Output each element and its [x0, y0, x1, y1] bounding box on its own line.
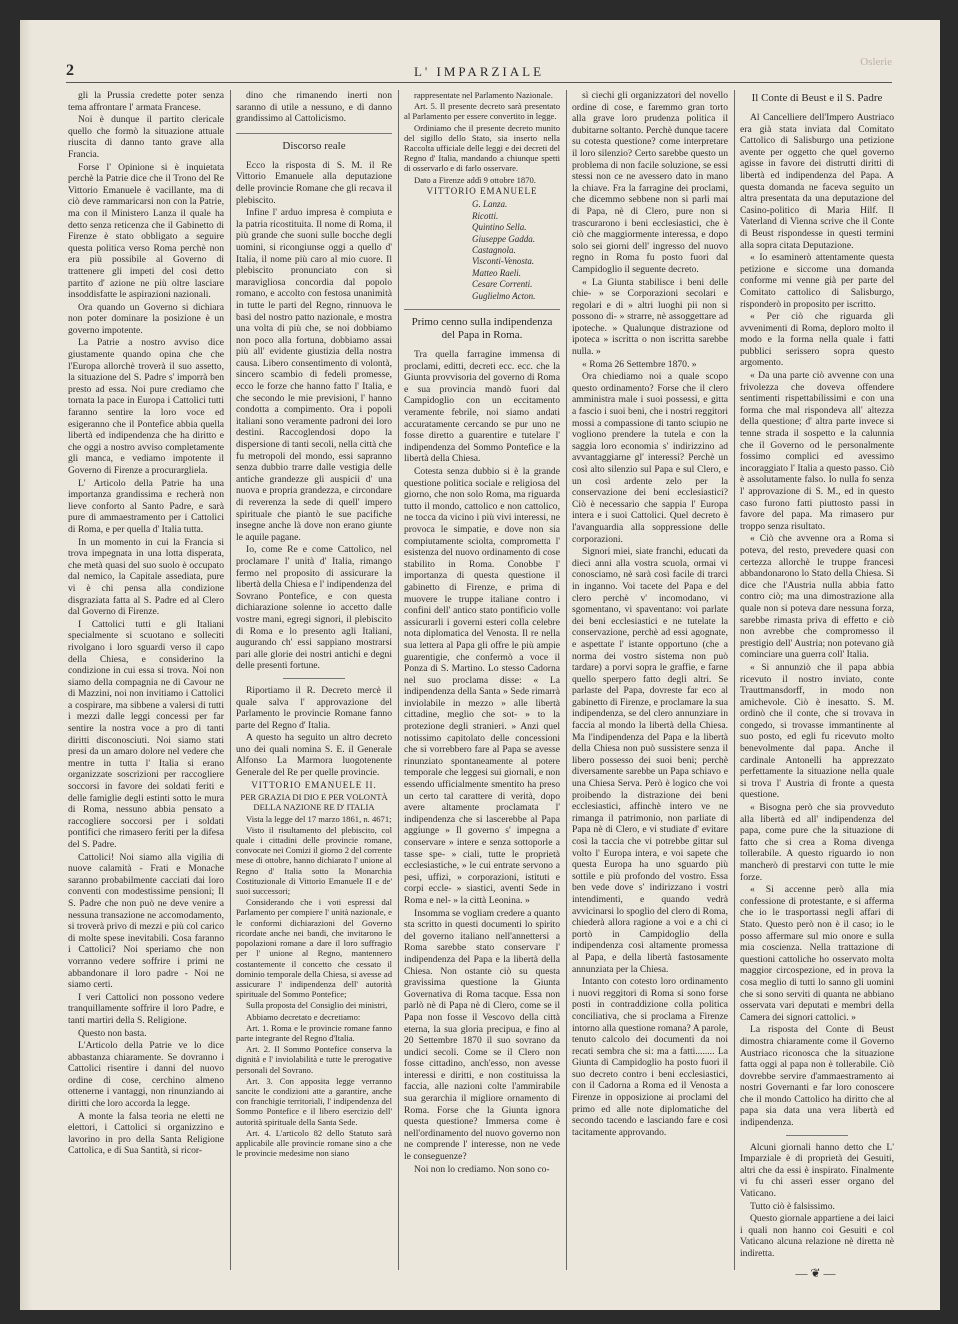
column-3	[404, 90, 560, 1280]
paragraph: rappresentate nel Parlamento Nazionale.	[414, 90, 553, 100]
notice-body	[740, 1142, 894, 1260]
paragraph: Cotesta senza dubbio si è la grande questione politica sociale e religiosa del giorno, che non solo Roma, ma riguarda tutto il mondo, cattolico e non cattolico, ne tocca da vicino i più vivi interessi, ne provoca le simpatie, e dove non sia compiutamente sciolta, comprometta l' esistenza del nuovo ordinamento di cose stabilito in Roma. Conobbe l' importanza di questa questione il gabinetto di Firenze, e prima di muovere le truppe italiane contro i confini dell' antico stato pontificio volle assicurarli i governi esteri colla celebre nota diplomatica del Venosta. Il re nella sua lettera al Papa gli offre le più ampie guarentigie, che confermò a voce il Ponza di S. Martino. Lo stesso Cadorna nel suo proclama disse: « La indipendenza della Santa » Sede rimarrà inviolabile in mezzo » alle libertà cittadine, meglio che sot- » to la protezione degli stranieri. » Anzi quel notissimo capitolato delle concessioni che si vorrebbero fare al Papa se avesse rinunziato spontaneamente al potere temporale che leggesi sui giornali, e non essendo ufficialmente smentito ha preso un certo tal carattere di verità, dopo avere altamente proclamata l' indipendenza che si lascerebbe al Papa aggiunge » Il governo s' impegna a conservare » intere e senza sottoporle a tasse spe- » ciali, tutte le proprietà ecclesiastiche, » le cui entrate servono a pesi, uffizi, » corporazioni, istituti e corpi eccle- » siastici, aventi Sede in Roma e nel- » la città Leonina. »	[404, 466, 560, 906]
paragraph: Ordiniamo che il presente decreto munito del sigillo dello Stato, sia inserto nella Raccolta ufficiale delle leggi e dei decreti del Regno d' Italia, mandando a chiunque spetti di osservarlo e di farlo osservare.	[404, 122, 560, 174]
paragraph: La risposta del Conte di Beust dimostra chiaramente come il Governo Austriaco riconosca che la situazione fatta oggi al papa non è tollerabile. Ciò dovrebbe servire d'ammaestramento ai nostri Governanti e far loro conoscere che il mondo Cattolico ha diritto che al papa sia data una vera libertà ed indipendenza.	[740, 1024, 894, 1129]
decree-closing	[404, 90, 560, 185]
discorso-body	[236, 160, 392, 672]
page-header	[66, 56, 892, 83]
paragraph: Castagnola.	[472, 245, 516, 256]
article-continuation: dino che rimanendo inerti non saranno di utile a nessuno, e di danno grandissimo al Cattolicismo.	[236, 90, 392, 125]
section-title-discorso-reale: Discorso reale	[236, 133, 392, 153]
paragraph: Art. 5. Il presente decreto sarà presentato al Parlamento per essere convertito in legge.	[404, 101, 560, 122]
paragraph: « Bisogna però che sia provveduto alla libertà ed all' indipendenza del papa, come pure che la situazione di fatto che si crea a Roma divenga tollerabile. A questo riguardo io non mancherò di prestarvi con tutte le mie forze.	[740, 802, 894, 883]
column-1	[68, 90, 224, 1280]
paragraph: Infine l' arduo impresa è compiuta e la patria ricostituita. Il nome di Roma, il più grande che suoni sulle bocche degli uomini, si ricongiunse oggi a quello d' Italia, il nome più caro al mio cuore. Il plebiscito pronunciato con sì maravigliosa concordia dal popolo romano, e accolto con festosa unanimità in tutte le parti del Regno, rinnuova le basi del nostro patto nazionale, e mostra una volta di più che, se noi dobbiamo non poco alla fortuna, dobbiamo assai più all' evidente giustizia della nostra causa. Libero consentimento di volontà, sincero scambio di fedeli promesse, ecco le forze che hanno fatto l' Italia, e che secondo le mie previsioni, l' hanno condotta a compimento. Ora i popoli italiani sono veramente padroni dei loro destini. Raccoglendosi dopo la dispersione di tanti secoli, nella città che fu metropoli del mondo, essi sapranno senza dubbio trarre dalle vestigia delle antiche grandezze gli auspicii d' una nuova e propria grandezza, e circondare di reverenza la sede di quell' impero spirituale che piantò le sue pacifiche insegne anche là dove non erano giunte le aquile pagane.	[236, 207, 392, 543]
paragraph: I Cattolici tutti e gli Italiani specialmente si scuotano e solleciti rivolgano i loro sguardi verso il capo della Chiesa, e considerino la condizione in cui essa si trova. Noi non siamo della compagnia ne di Cavour ne di Mazzini, noi non invitiamo i Cattolici a cospirare, ma sibbene a valersi di tutti i mezzi dalle leggi concessi per far sentire la nostra voce a pro di tanti diritti disconosciuti. Noi siamo stati presi da un amaro dolore nel vedere che mentre in tutta l' Italia si erano organizzate soscrizioni per raccogliere soccorsi in favore dei soldati feriti e delle famiglie degli estinti sotto le mura di Roma, nessuno abbia pensato a raccogliere soccorsi per i soldati pontifici che rimasero feriti per la difesa del S. Padre.	[68, 618, 224, 850]
paragraph: Ricotti.	[472, 210, 499, 221]
column-divider	[230, 90, 231, 1270]
section-title-primo-cenno: Primo cenno sulla indipendenza del Papa in Roma.	[404, 309, 560, 342]
paragraph: « Per ciò che riguarda gli avvenimenti di Roma, deploro molto il modo e la forma nella quale i fatti pubblici serissero sopra questo argomento.	[740, 311, 894, 369]
paragraph: Io, come Re e come Cattolico, nel proclamare l' unità d' Italia, rimango fermo nel proposito di assicurare la libertà della Chiesa e l' indipendenza del Sovrano Pontefice, e con questa dichiarazione solenne io accetto dalle vostre mani, egregi signori, il plebiscito di Roma e lo presento agli Italiani, augurando ch' essi sappiano mostrarsi pari alle glorie dei nostri antichi e degni delle presenti fortune.	[236, 544, 392, 672]
primo-cenno-continuation	[572, 90, 728, 1138]
paragraph: Giuseppe Gadda.	[472, 233, 535, 244]
paragraph: Ecco la risposta di S. M. il Re Vittorio Emanuele alla deputazione delle provincie Romane che gli recava il plebiscito.	[236, 159, 392, 206]
decree-heading: VITTORIO EMANUELE II.	[251, 779, 377, 790]
paragraph: Tutto ciò è falsissimo.	[750, 1200, 835, 1212]
decree-subheading: PER GRAZIA DI DIO E PER VOLONTÀ DELLA NAZIONE RE D' ITALIA	[240, 792, 388, 813]
paragraph: « Io esaminerò attentamente questa petizione e siccome una domanda conforme mi venne già per parte del Comitato cattolico di Salisburgo, risponderò in proposito per iscritto.	[740, 252, 894, 310]
paragraph: Ora quando un Governo si dichiara non poter dominare la posizione è un governo impotente.	[68, 301, 224, 336]
paragraph: Riportiamo il R. Decreto mercè il quale salva l' approvazione del Parlamento le provincie Romane fanno parte del Regno d' Italia.	[236, 684, 392, 731]
column-2	[236, 90, 392, 1280]
paragraph: Questo non basta.	[78, 1027, 147, 1039]
paragraph: A monte la falsa teoria ne eletti ne elettori, i Cattolici si organizzino e lavorino in pro della Santa Religione Cattolica, e di Sua Santità, si ricor-	[68, 1110, 224, 1157]
paragraph: Alcuni giornali hanno detto che L' Imparziale è di proprietà dei Gesuiti, altri che da essi è inspirato. Finalmente vi fu chi asserì esser organo del Vaticano.	[740, 1141, 894, 1200]
paragraph: Ora chiediamo noi a quale scopo questo ordinamento? Forse che il clero amministra male i suoi possessi, e gitta a fascio i suoi beni, che i nostri reggitori mossi a compassione di tanto sciupio ne vogliono prendere la tutela e con la saggia loro economia s' indirizzino ad avvantaggiarne gl' interessi? Perchè un così alto silenzio sul Papa e sul Clero, e un così ardente zelo per la conservazione dei beni ecclesiastici? Ciò è necessario che sappia l' Europa intera e i suoi Cattolici. Quel decreto è l'avanguardia alla soppressione delle corporazioni.	[572, 371, 728, 545]
column-1-body	[68, 90, 224, 1157]
paragraph: Noi è dunque il partito clericale quello che formò la situazione attuale riuscita di danno tanto grave alla Francia.	[68, 114, 224, 160]
paragraph: Signori miei, siate franchi, educati da dieci anni alla vostra scuola, ormai vi conosciamo, nè sarà così facile di trarci in inganno. Voi tacete del Papa e del clero perchè v' incomodano, vi sgomentano, vi spaventano: voi parlate dei beni ecclesiastici e ne tutelate la conservazione, perchè ad essi agognate, e aspettate l' istante opportuno (che a norma dei vostro sistema non può tardare) a porvi sopra le graffie, e farne quello sperpero fatto degli altri. Se parlaste del Papa, dovreste far eco al gabinetto di Firenze, e proclamare la sua indipendenza, se del clero annunziare in faccia al mondo la libertà della Chiesa. Ma l'indipendenza del Papa e la libertà della Chiesa non può sussistere senza il libero possesso dei suoi beni; perchè diversamente sarebbe un Papa schiavo e una Chiesa Serva. Però è logico che voi proibendo la distrazione dei beni ecclesiastici, affinchè intero ve ne rimanga il patrimonio, non parliate di Papa nè di Clero, e vi studiate d' evitare così la taccia che vi potrebbe gittar sul volto l' Europa intera, e voi sapete che questa Europa ha uno sguardo più sottile e più profondo del vostro. Essa ben vede dove s' indirizzano i vostri intendimenti, e quando vedrà avvicinarsi lo spoglio del clero di Roma, chiederà allora ragione a voi e a chi ci portò in Campidoglio della indipendenza così altamente promessa al Papa, e della libertà fastosamente annunziata per la Chiesa.	[572, 546, 728, 975]
paragraph: Quintino Sella.	[472, 222, 527, 233]
paragraph: « Si accenne però alla mia confessione di protestante, e si afferma che io le trasportassi negli affari di Stato. Questo però non è il caso; io le posso affermare sul mio onore e sulla mia coscienza. Nella trattazione di questioni cattoliche ho osservato molta maggior circospezione, ed in prova la cosa meglio di tutti lo sanno gli uomini che si sono serviti di quanta ne abbiano osservata vari deputati e membri della Camera dei signori cattolici. »	[740, 884, 894, 1023]
paragraph: Cattolici! Noi siamo alla vigilia di nuove calamità - Frati e Monache saranno probabilmente cacciati dai loro conventi con modestissime pensioni; Il S. Padre che non può ne deve venire a nessuna transazione ne accomodamento, si troverà privo di mezzi e più col carico di molte spese inevitabili. Cosa faranno i Cattolici? Noi speriamo che non vorranno vedere soffrire i primi ne abbandonare il loro padre - Noi ne siamo certi.	[68, 851, 224, 991]
column-5	[740, 90, 894, 1280]
column-divider	[566, 90, 567, 1270]
paragraph: gli la Prussia credette poter senza tema affrontare l' armata Francese.	[68, 90, 224, 113]
paragraph: Noi non lo crediamo. Non sono co-	[414, 1163, 550, 1175]
paragraph: L' Articolo della Patrie ha una importanza grandissima e recherà non lieve conforto al Santo Padre, e sarà pure di ammaestramento per i Cattolici di Roma, e per quella d' Italia tutta.	[68, 477, 224, 535]
paragraph: « Si annunziò che il papa abbia ricevuto il nostro inviato, conte Trauttmansdorff, in modo non amichevole. Ciò è inesatto. S. M. ordinò che il conte, che si trovava in congedo, si trovasse immantinente al suo posto, ed egli fu ricevuto molto benevolmente dal papa. Anche il cardinale Antonelli ha apprezzato perfettamente la situazione nella quale si trova l' Austria di fronte a questa questione.	[740, 661, 894, 801]
paragraph: Guglielmo Acton.	[472, 290, 536, 301]
newspaper-page	[20, 20, 940, 1310]
paragraph: A questo ha seguito un altro decreto uno dei quali nomina S. E. il Generale Alfonso La Marmora luogotenente Generale del Re per quelle provincie.	[236, 732, 392, 779]
paragraph: I veri Cattolici non possono vedere tranquillamente soffrire il loro Padre, e tanti martiri della S. Religione.	[68, 991, 224, 1026]
decree-intro	[236, 685, 392, 779]
paragraph: La Patrie a nostro avviso dice giustamente quando opina che che l'Europa allorchè troverà il suo assetto, la situazione del S. Padre s' imporrà ben presto ad essa. Noi pure crediamo che tornata la pace in Europa i Cattolici tutti faranno sentire la loro voce ed esigeranno che il Pontefice abbia quella libertà ed indipendenza che ha diritto e che oggi a nostro avviso completamente gli manca, e vediamo impotente il Governo di Firenze a procurargliela.	[68, 337, 224, 476]
paragraph: Al Cancelliere dell'Impero Austriaco era già stata inviata dal Comitato Cattolico di Salisburgo una petizione avente per oggetto che quel governo agisse in favore dei distrutti diritti di libertà ed indipendenza del Papa. A questa domanda ne faceva seguito un altra presentata da una deputazione del Casino-politico di Maria Hilf. Il Vaterland di Vienna scrive che il Conte di Beust rispondesse in questi termini alla sopra citata Deputazione.	[740, 112, 894, 251]
column-divider	[398, 90, 399, 1270]
paragraph: « Roma 26 Settembre 1870. »	[582, 358, 697, 370]
paragraph: Insomma se vogliam credere a quanto sta scritto in questi documenti lo spirito del governo italiano nell'annettersi a Roma sarebbe stato conservare l' indipendenza del Papa e la libertà della Chiesa. Non ostante ciò su questa gravissima questione la Giunta Governativa di Roma tacque. Essa non parlò nè di Papa nè di Clero, come se il Papa non fosse il Vescovo della città eterna, la sua gloria precipua, e fino al 20 Settembre 1870 il suo sovrano da undici secoli. Come se il Clero non fosse cittadino, anch'esso, non avesse interessi e diritti, e non costituissa la faccia, alle nazioni colte l'ammirabile sua gerarchia il migliore ornamento di Roma. Forse che la Giunta ignora questa questione? Immersa come è nell'ordinamento del nuovo governo non ne comprende l' interesse, non ne vede le conseguenze?	[404, 907, 560, 1163]
primo-cenno-body	[404, 349, 560, 1175]
paragraph: Visto il risultamento del plebiscito, col quale i cittadini delle provincie romane, convocate nei Comizi il giorno 2 del corrente mese di ottobre, hanno dichiarato l' unione al Regno d' Italia sotto la Monarchia Costituzionale di Vittorio Emanuele II e de' suoi successori;	[236, 824, 392, 897]
section-divider	[283, 678, 345, 679]
paragraph: Vista la legge del 17 marzo 1861, n. 4671;	[246, 813, 392, 824]
decree-body	[236, 814, 392, 1159]
paragraph: Art. 2. Il Sommo Pontefice conserva la dignità e l' inviolabilità e tutte le prerogative personali del Sovrano.	[236, 1044, 392, 1075]
section-divider	[786, 1135, 848, 1136]
paragraph: G. Lanza.	[472, 199, 508, 210]
paragraph: Sulla proposta del Consiglio dei ministri,	[246, 1000, 388, 1011]
paragraph: Dato a Firenze addì 9 ottobre 1870.	[414, 174, 536, 185]
paragraph: Cesare Correnti.	[472, 279, 533, 290]
ministers-list	[462, 199, 560, 301]
paragraph: Considerando che i voti espressi dal Parlamento per compiere l' unità nazionale, e le conformi dichiarazioni del Governo ricordate anche nei bandi, che invitarono le popolazioni romane a dare il loro suffragio per l' unione al Regno, mantennero costantemente il concetto che cessato il dominio temporale della Chiesa, si avesse ad assicurare l' indipendenza dell' autorità spirituale del Sommo Pontefice;	[236, 897, 392, 1000]
paragraph: Art. 4. L'articolo 82 dello Statuto sarà applicabile alle provincie romane sino a che le provincie medesime non siano	[236, 1127, 392, 1159]
paragraph: « La Giunta stabilisce i beni delle chie- » se Corporazioni secolari e regolari e di » altri luoghi pii non si possono di- » strarre, nè assoggettare ad ipoteche. » Qualunque distrazione od ipoteca » iscritta o non iscritta sarebbe nulla. »	[572, 276, 728, 358]
paragraph: sì ciechi gli organizzatori del novello ordine di cose, e faremmo gran torto alla grave loro prudenza politica il dubitarne soltanto. Perchè dunque tacere su cotesta questione? come interpretare il loro silenzio? Certo sarebbe questo un problema di non facile soluzione, se essi stessi non ce ne avessero dato in mano la chiave. Fra la farragine dei proclami, che dicemmo sebbene non si parli mai di Papa, nè di Clero, pure non si trascurarono i beni ecclesiastici, che è ciò che maggiormente interessa, e dopo solo sei giorni dell' ingresso del nuovo regno in Roma fu posto fuori dal Campidoglio il seguente decreto.	[572, 90, 728, 275]
bleed-through-text: Oslerie	[860, 56, 892, 68]
fleuron-ornament: —❦—	[795, 1265, 839, 1280]
column-4	[572, 90, 728, 1280]
paragraph: Matteo Raeli.	[472, 267, 521, 278]
paragraph: « Ciò che avvenne ora a Roma si poteva, del resto, prevedere quasi con certezza allorchè le truppe francesi abbandonarono lo Stato della Chiesa. Si dice che l'Austria nulla abbia fatto contro ciò; ma una dimostrazione alla quale non si poteva dare nessuna forza, sarebbe rimasta priva di effetto e ciò non avrebbe che compromesso il prestigio dell' Austria; non potevano già cominciare una guerra coll' Italia.	[740, 533, 894, 661]
paragraph: Art. 1. Roma e le provincie romane fanno parte integrante del Regno d'Italia.	[236, 1022, 392, 1043]
paragraph: Visconti-Venosta.	[472, 256, 535, 267]
beust-body	[740, 112, 894, 1129]
paragraph: In un momento in cui la Francia si trova impegnata in una lotta disperata, che metà quasi del suo suolo è occupato dal nemico, la Capitale assediata, pure vi è chi pensa alla condizione disgraziata fatta al S. Padre ed al Clero dal Governo di Firenze.	[68, 536, 224, 618]
paragraph: Questo giornale appartiene a dei laici i quali non hanno coi Gesuiti e col Vaticano alcuna relazione nè diretta nè indiretta.	[740, 1213, 894, 1259]
paragraph: L'Articolo della Patrie ve lo dice abbastanza chiaramente. Se dovranno i Cattolici risentire i danni del nuovo ordine di cose, cerchino almeno ottenerne i vantaggi, non rinunziando ai diritti che loro accorda la legge.	[68, 1040, 224, 1110]
paragraph: « Da una parte ciò avvenne con una frivolezza che doveva offendere sentimenti rispettabilissimi e con una forma che mal rispondeva all' altezza della questione; d' altra parte invece si tenne strada il sospetto e la calunnia che il Governo od le personalmente fossimo complici ed avessimo incoraggiato l' Italia a questo passo. Ciò è assolutamente falso. Io nulla fo senza l' approvazione di S. M., ed in questo caso furono fatti piuttosto passi in favore del papa. Ma rimasero pur troppo senza risultato.	[740, 370, 894, 532]
paragraph: Intanto con cotesto loro ordinamento i nuovi reggitori di Roma si sono forse posti in contraddizione colla politica conciliativa, che si proclama a Firenze intorno alla questione romana? A parole, tenuto calcolo dei documenti da noi recati sembra che si: ma a fatti........ La Giunta di Campidoglio ha posto fuori il suo decreto contro i beni ecclesiastici, con il Cadorna a Roma ed il Venosta a Firenze in opposizione ai proclami del primo ed alle note diplomatiche del secondo tacendo e lasciando fare e così tacitamente approvando.	[572, 976, 728, 1138]
paragraph: Abbiamo decretato e decretiamo:	[246, 1011, 361, 1022]
section-title-beust: Il Conte di Beust e il S. Padre	[751, 92, 883, 104]
page-edge	[20, 20, 32, 1310]
paragraph: Art. 3. Con apposita legge verranno sancite le condizioni atte a garantire, anche con franchigie territoriali, l' indipendenza del Sommo Pontefice e il libero esercizio dell' autorità spirituale della Santa Sede.	[236, 1075, 392, 1127]
paragraph: Tra quella farragine immensa di proclami, editti, decreti ecc. ecc. che la Giunta provvisoria del governo di Roma e sua provincia mandò fuori dal Campidoglio con un eccitamento veramente febrile, noi siamo andati accuratamente cercando se pur uno ne fosse diretto a guarentire e tutelare l' indipendenza del Sommo Pontefice e la libertà della Chiesa.	[404, 349, 560, 465]
column-divider	[734, 90, 735, 1270]
page-number: 2	[66, 62, 74, 79]
decree-signature: VITTORIO EMANUELE	[426, 185, 538, 196]
paragraph: Forse l' Opinione si è inquietata perchè la Patrie dice che il Trono del Re Vittorio Emanuele è vacillante, ma di ciò deve rammaricarsi non con la Patrie, ma con il Ministero Lanza il quale ha detto senza reticenza che il Gabinetto di Firenze è stato obbligato a seguire questa politica verso Roma perchè non era più possibile al Governo di trattenere gli impeti del così detto partito d' azione ne più oltre lasciare insoddisfatte le aspirazioni nazionali.	[68, 161, 224, 301]
masthead-title: L' IMPARZIALE	[413, 64, 545, 79]
